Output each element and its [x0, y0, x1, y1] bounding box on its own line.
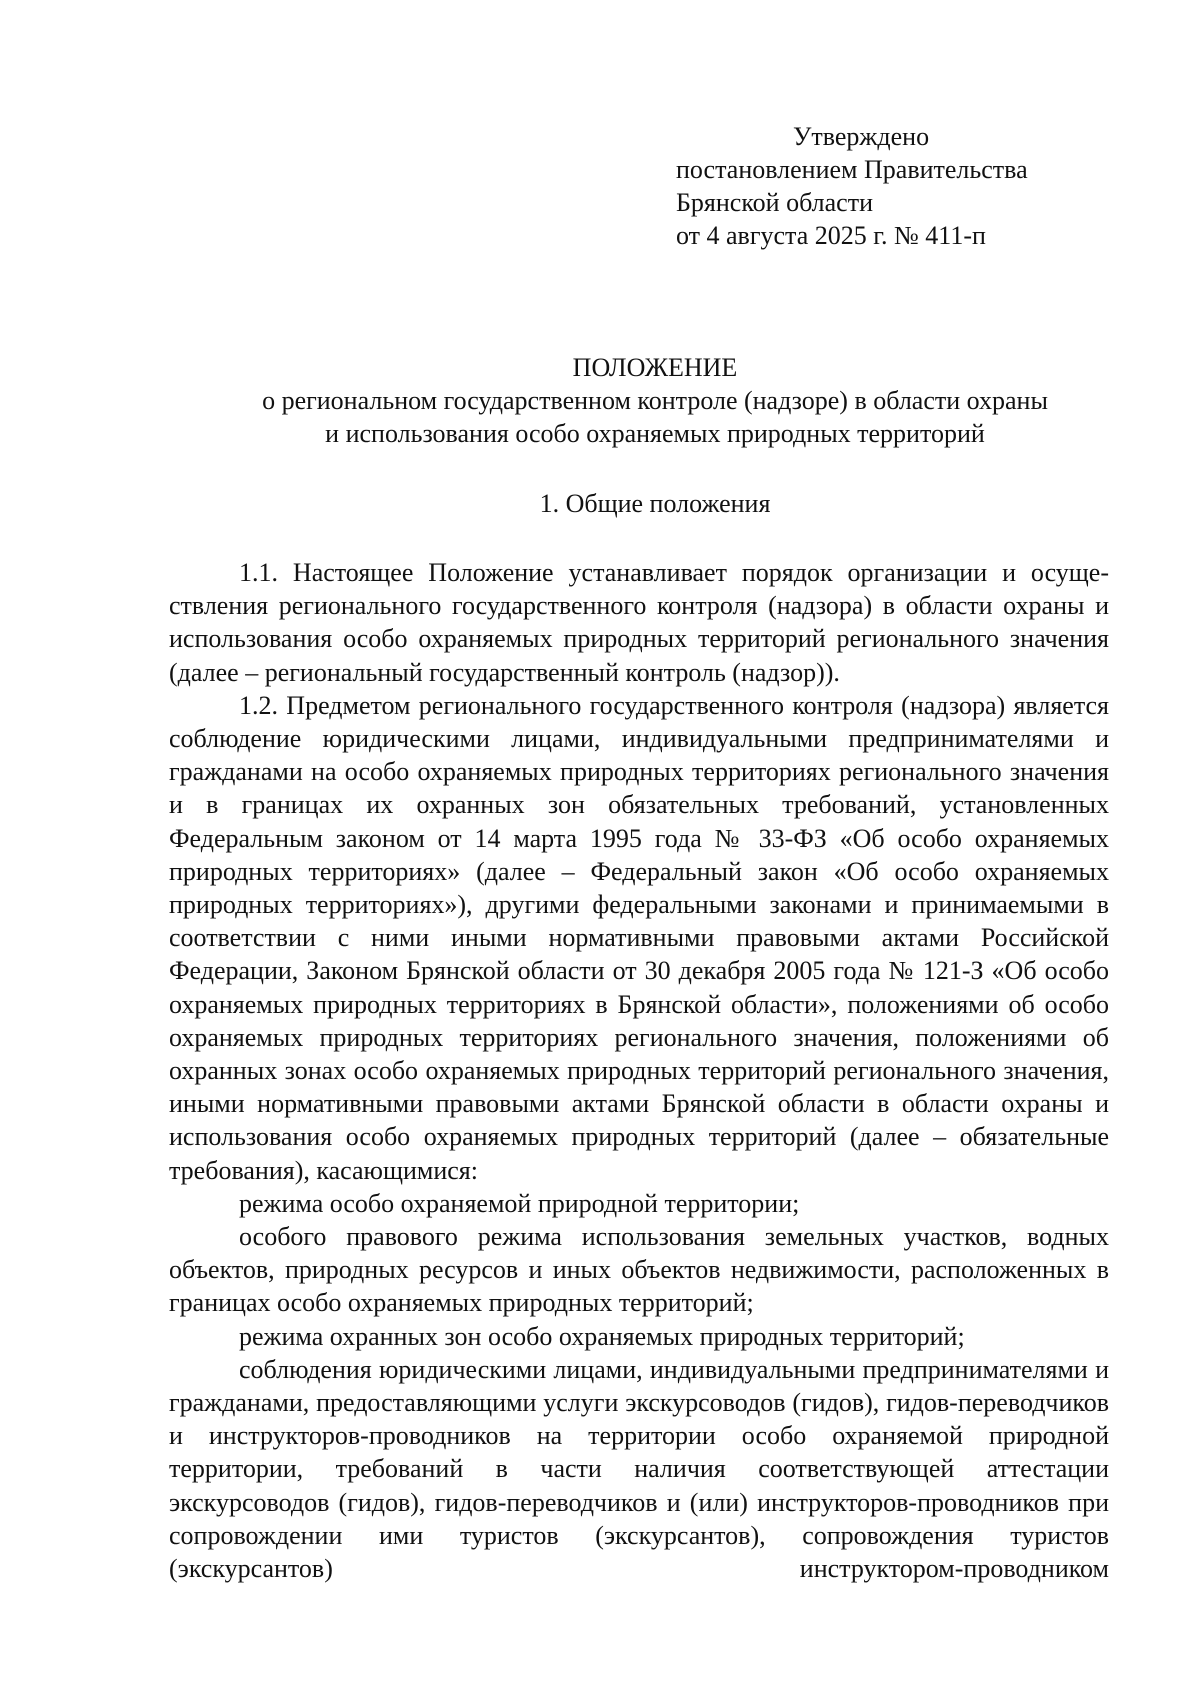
document-title: ПОЛОЖЕНИЕ: [572, 353, 738, 382]
paragraph-1-1: 1.1. Настоящее Положение устанавливает порядок организации и осуществления регионального государственного контроля (надзора) в области охраны и использования особо охраняемых природных территорий регионального значения (далее – региональный государственный контроль (надзор)).: [169, 558, 1109, 687]
approval-line-approved: Утверждено: [793, 122, 930, 151]
list-item-land-use-regime: особого правового режима использования земельных участков, водных объектов, природных ресурсов и иных объектов недвижимости, расположенных в границах особо охраняемых природных территорий;: [169, 1222, 1109, 1318]
paragraph-1-2: 1.2. Предметом регионального государственного контроля (надзора) является соблюдение юридическими лицами, индивидуальными предпринимателями и гражданами на особо охраняемых природных территориях регионального значения и в границах их охранных зон обязательных требований, установленных Федеральным законом от 14 марта 1995 года № 33-ФЗ «Об особо охраняемых природных территориях» (далее – Федеральный закон «Об особо охраняемых природных территориях»), другими федеральными законами и принимаемыми в соответствии с ними иными нормативными правовыми актами Российской Федерации, Законом Брянской области от 30 декабря 2005 года № 121-З «Об особо охраняемых природных территориях в Брянской области», положениями об особо охраняемых природных территориях регионального значения, положениями об охранных зонах особо охраняемых природных территорий регионального значения, иными нормативными правовыми актами Брянской области в области охраны и использования особо охраняемых природных территорий (далее – обязательные требования), касающимися:: [169, 690, 1109, 1185]
approval-line-date-number: от 4 августа 2025 г. № 411-п: [676, 221, 986, 250]
approval-line-region: Брянской области: [676, 188, 873, 217]
document-subtitle-line: о региональном государственном контроле (надзоре) в области охраны: [262, 386, 1048, 415]
document-body: [169, 556, 1109, 1585]
document-subtitle-line: и использования особо охраняемых природных территорий: [325, 419, 985, 448]
approval-line-resolution: постановлением Правительства: [676, 155, 1028, 184]
list-item-buffer-zone-regime: режима охранных зон особо охраняемых природных территорий;: [239, 1321, 965, 1351]
section-heading: 1. Общие положения: [539, 489, 771, 518]
list-item-reserve-regime: режима особо охраняемой природной территории;: [239, 1188, 800, 1218]
approval-stamp: [676, 120, 1096, 252]
list-item-guides-compliance: соблюдения юридическими лицами, индивидуальными предпринимателями и гражданами, предоставляющими услуги экскурсоводов (гидов), гидов-переводчиков и инструкторов-проводников на территории особо охраняемой природной территории, требований в части наличия соответствующей аттестации экскурсоводов (гидов), гидов-переводчиков и (или) инструкторов-проводников при сопровождении ими туристов (экскурсантов), сопровождения туристов (экскурсантов) инструктором-проводником: [169, 1354, 1109, 1584]
document-subtitle: [0, 384, 1200, 450]
